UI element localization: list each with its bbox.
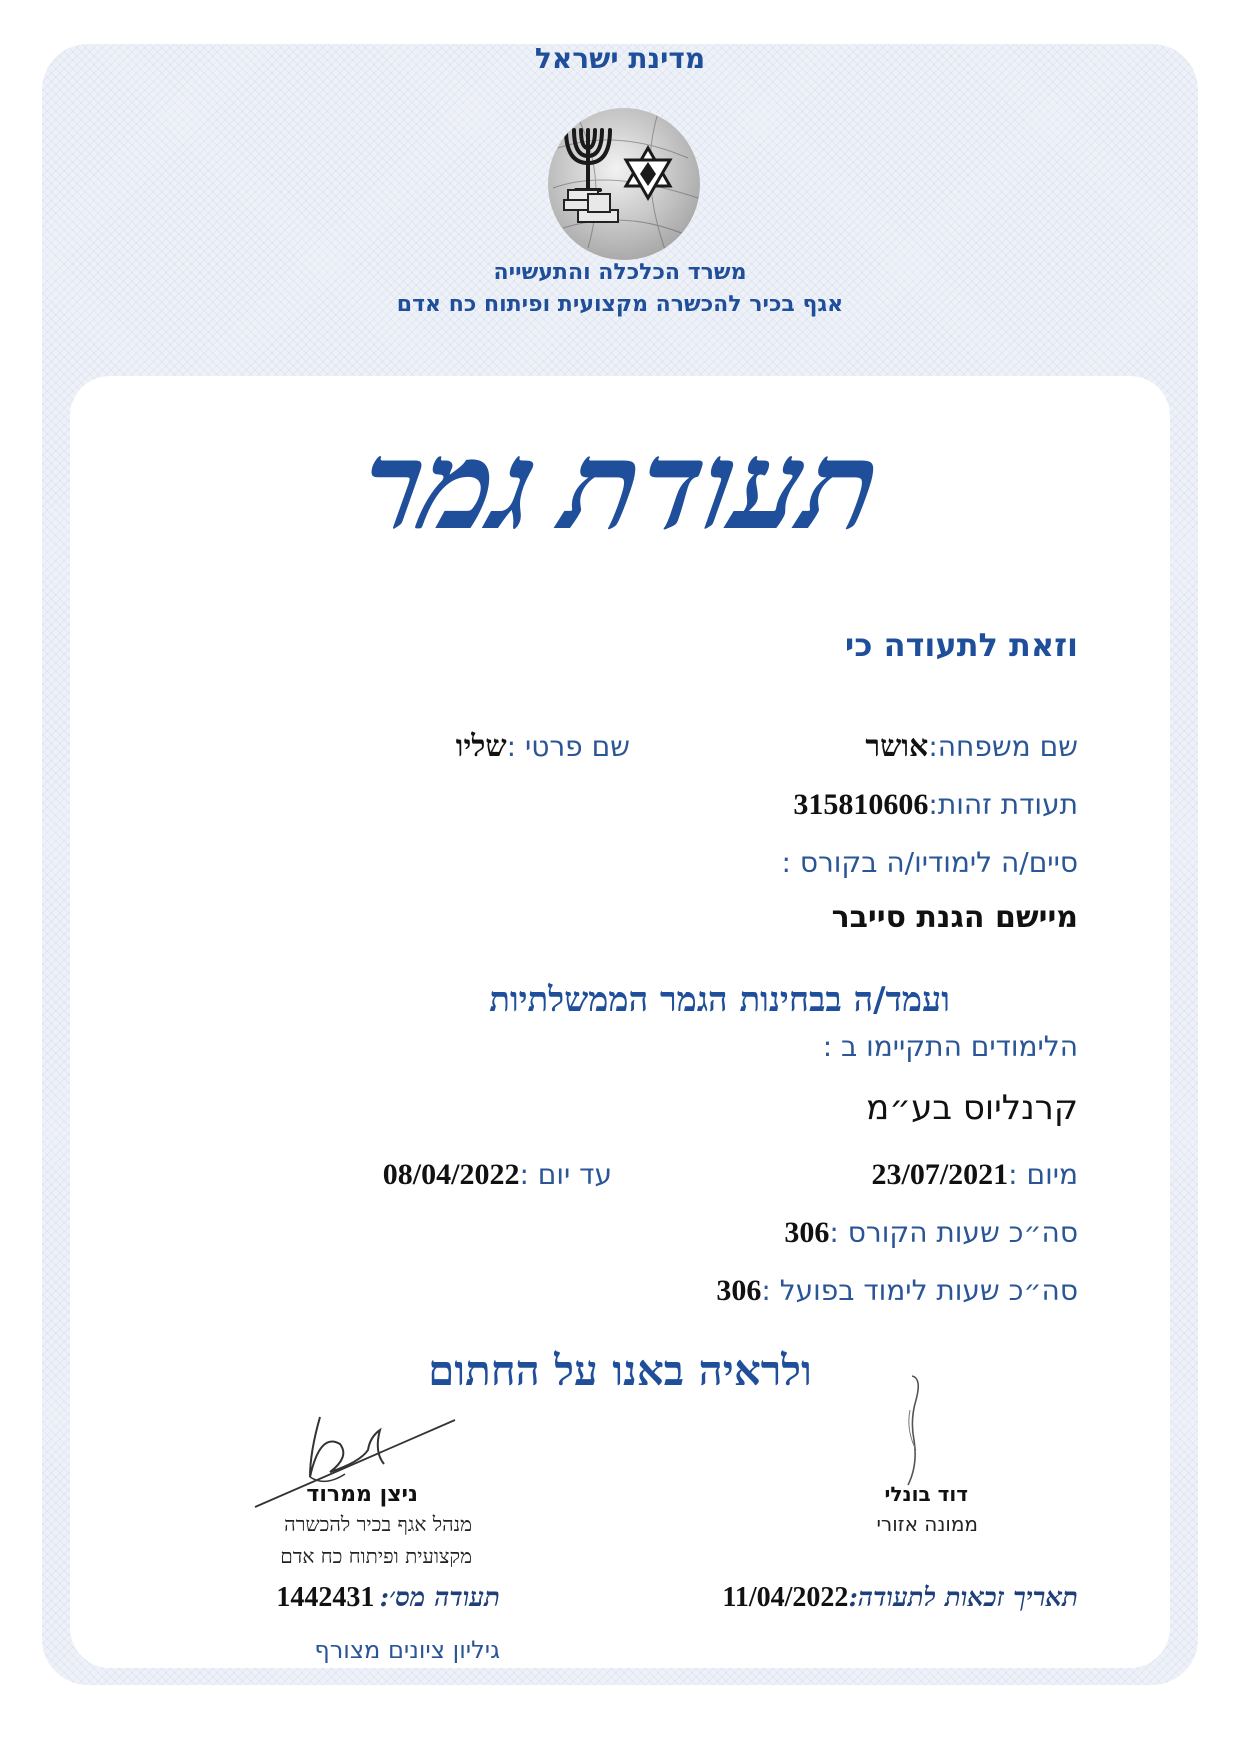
left-signatory-name: ניצן ממרוד [306,1482,418,1507]
completed-label: סיים/ה לימודיו/ה בקורס : [781,846,1078,879]
id-value: 315810606 [793,788,929,821]
ministry-name: משרד הכלכלה והתעשייה [493,260,747,285]
from-label: מיום : [1008,1158,1078,1191]
id-row: תעודת זהות:315810606 [793,788,1078,821]
to-date: 08/04/2022 [382,1158,520,1191]
institution-name: קרנליוס בע״מ [866,1088,1078,1128]
last-name-label: שם משפחה [937,730,1078,763]
course-hours-label: סה״כ שעות הקורס : [829,1216,1078,1249]
certificate-panel [70,376,1170,1668]
state-emblem-icon [548,108,700,260]
id-label: תעודת זהות [937,788,1078,821]
first-name-row [456,730,630,764]
left-signatory-title-1: מנהל אגף בכיר להכשרה [284,1512,472,1536]
eligibility-row [722,1582,1078,1614]
actual-hours-row [716,1274,1078,1308]
course-name: מיישם הגנת סייבר [831,900,1078,935]
cert-no-value: 1442431 [276,1582,375,1613]
grades-sheet-note: גיליון ציונים מצורף [314,1636,500,1664]
passed-statement: ועמד/ה בבחינות הגמר הממשלתיות [489,980,950,1020]
intro-text: וזאת לתעודה כי [844,626,1078,664]
course-hours-value: 306 [784,1216,830,1249]
first-name-label: שם פרטי : [506,730,630,763]
last-name-row: שם משפחה:אושר [865,730,1078,763]
state-name: מדינת ישראל [534,42,706,75]
to-label: עד יום : [519,1158,612,1191]
certificate-number-row [276,1582,500,1614]
eligibility-label: תאריך זכאות לתעודה: [848,1583,1078,1613]
eligibility-date: 11/04/2022 [722,1582,849,1613]
first-name-value: שליו [455,730,507,763]
from-date-row [872,1158,1079,1192]
division-name: אגף בכיר להכשרה מקצועית ופיתוח כח אדם [396,292,844,317]
course-hours-row [784,1216,1078,1250]
last-name-value: אושר [865,730,929,763]
held-at-label: הלימודים התקיימו ב : [822,1030,1078,1063]
to-date-row [383,1158,612,1192]
certificate-title: תעודת גמר [350,420,890,555]
right-signatory-title: ממונה אזורי [876,1512,978,1536]
left-signatory-title-2: מקצועית ופיתוח כח אדם [280,1544,472,1568]
cert-no-label: תעודה מס׳: [379,1583,500,1613]
right-signatory-name: דוד בונלי [884,1482,968,1506]
actual-hours-label: סה״כ שעות לימוד בפועל : [761,1274,1078,1307]
signature-icon [880,1370,940,1490]
actual-hours-value: 306 [716,1274,762,1307]
seal-statement: ולראיה באנו על החתום [428,1346,812,1395]
from-date: 23/07/2021 [871,1158,1009,1191]
